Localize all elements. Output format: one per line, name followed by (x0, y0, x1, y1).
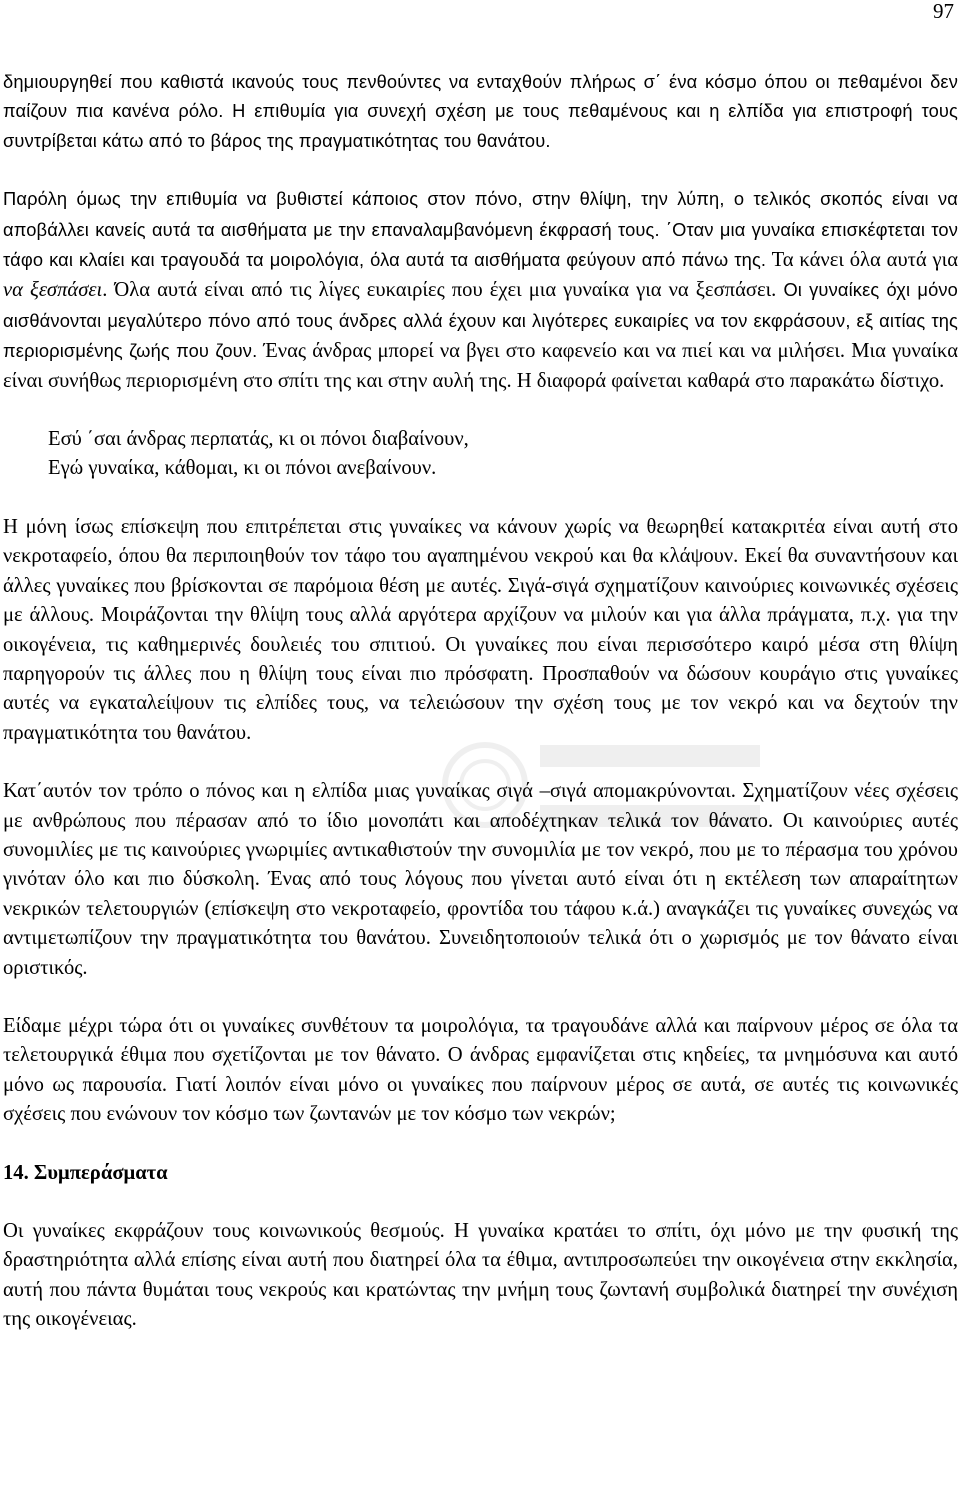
paragraph-gap (3, 983, 958, 1012)
paragraph-2-part-3: . Όλα αυτά είναι από τις λίγες ευκαιρίες που έχει μια γυναίκα για να ξεσπάσει. (102, 279, 777, 302)
paragraph-gap (3, 1188, 958, 1217)
paragraph-gap (3, 748, 958, 777)
paragraph-1: δημιουργηθεί που καθιστά ικανούς τους πενθούντες να ενταχθούν πλήρως σ΄ ένα κόσμο όπου οι πεθαμένοι δεν παίζουν πια κανένα ρόλο. Η επιθυμία για συνεχή σχέση με τους πεθαμένους και η ελπίδα για επιστροφή τους συντρίβεται κάτω από το βάρος της πραγματικότητας του θανάτου. (3, 71, 958, 151)
paragraph-gap (3, 484, 958, 513)
paragraph-5: Είδαμε μέχρι τώρα ότι οι γυναίκες συνθέτουν τα μοιρολόγια, τα τραγουδάνε αλλά και παίρνουν μέρος σε όλα τα τελετουργικά έθιμα που σχετίζονται με τον θάνατο. Ο άνδρας εμφανίζεται στις κηδείες, τα μνημόσυνα και αυτό μόνο ως παρουσία. Γιατί λοιπόν είναι μόνο οι γυναίκες που παίρνουν μέρος σε αυτά, σε αυτές τις κοινωνικές σχέσεις που ενώνουν τον κόσμο των ζωντανών με τον κόσμο των νεκρών; (3, 1014, 958, 1126)
section-heading: 14. Συμπεράσματα (3, 1161, 168, 1184)
paragraph-2-part-1: Παρόλη όμως την επιθυμία να βυθιστεί κάποιος στον πόνο, στην θλίψη, την λύπη, ο τελικός σκοπός είναι να αποβάλλει κανείς αυτά τα αισθήματα με την επαναλαμβανόμενη έκφρασή τους. ΄Οταν μια γυναίκα επισκέφτεται τον τάφο και κλαίει και τραγουδά τα μοιρολόγια, όλα αυτά τα αισθήματα φεύγουν από πάνω της. (3, 188, 958, 271)
paragraph-2-italic: να ξεσπάσει (3, 279, 103, 302)
paragraph-2-part-4: Οι γυναίκες όχι μόνο αισθάνονται μεγαλύτερο πόνο από τους άνδρες αλλά έχουν και λιγότερες ευκαιρίες να τον εκφράσουν, εξ αιτίας της περιορισμένης ζωής που ζουν. (3, 279, 959, 362)
paragraph-6: Οι γυναίκες εκφράζουν τους κοινωνικούς θεσμούς. Η γυναίκα κρατάει το σπίτι, όχι μόνο με την φυσική της δραστηριότητα αλλά επίσης είναι αυτή που διατηρεί όλα τα έθιμα, αντιπροσωπεύει την οικογένεια στην εκκλησία, αυτή που πάντα θυμάται τους νεκρούς και κρατώντας την μνήμη τους ζωντανή συμβολικά διατηρεί την συνέχιση της οικογένειας. (3, 1220, 958, 1331)
page-number: 97 (933, 0, 954, 23)
document-body (3, 67, 958, 1335)
paragraph-3: Η μόνη ίσως επίσκεψη που επιτρέπεται στις γυναίκες να κάνουν χωρίς να θεωρηθεί κατακριτέα είναι αυτή στο νεκροταφείο, όπου θα περιποιηθούν τον τάφο του αγαπημένου νεκρού και θα κλάψουν. Εκεί θα συναντήσουν και άλλες γυναίκες που βρίσκονται σε παρόμοια θέση με αυτές. Σιγά-σιγά σχηματίζουν καινούριες κοινωνικές σχέσεις με άλλους. Μοιράζονται την θλίψη τους αλλά αργότερα αρχίζουν να μιλούν και για άλλα πράγματα, π.χ. για την οικογένεια, τις καθημερινές δουλειές του σπιτιού. Οι γυναίκες που είναι περισσότερο καιρό μέσα στη θλίψη παρηγορούν τις άλλες που η θλίψη τους είναι πιο πρόσφατη. Προσπαθούν να δώσουν κουράγιο στις γυναίκες αυτές να εγκαταλείψουν τις ελπίδες τους, να τελειώσουν την σχέση τους με τον νεκρό και να δεχτούν την πραγματικότητα του θανάτου. (3, 515, 958, 744)
paragraph-2-part-5: Ένας άνδρας μπορεί να βγει στο καφενείο και να πιεί και να μιλήσει. Μια γυναίκα είναι συνήθως περιορισμένη στο σπίτι της και στην αυλή της. Η διαφορά φαίνεται καθαρά στο παρακάτω δίστιχο. (3, 340, 958, 392)
paragraph-2 (3, 184, 958, 396)
paragraph-4: Κατ΄αυτόν τον τρόπο ο πόνος και η ελπίδα μιας γυναίκας σιγά –σιγά απομακρύνονται. Σχηματίζουν νέες σχέσεις με ανθρώπους που πέρασαν από το ίδιο μονοπάτι και αποδέχτηκαν τελικά τον θάνατο. Οι καινούριες αυτές συνομιλίες με τις καινούριες γνωριμίες αντικαθιστούν την συνομιλία με τον νεκρό, που με το πέρασμα του χρόνου γινόταν όλο και πιο δύσκολη. Ένας από τους λόγους που γίνεται αυτό είναι ότι η εκτέλεση των απαραίτητων νεκρικών τελετουργιών (επίσκεψη στο νεκροταφείο, φροντίδα του τάφου κ.ά.) αναγκάζει τις γυναίκες συνεχώς να αντιμετωπίζουν την πραγματικότητα του θανάτου. Συνειδητοποιούν τελικά ότι ο χωρισμός με τον θάνατο είναι οριστικός. (3, 780, 958, 979)
paragraph-gap (3, 155, 958, 184)
paragraph-gap (3, 1130, 958, 1159)
paragraph-2-part-2: Τα κάνει όλα αυτά για (766, 249, 958, 272)
paragraph-gap (3, 396, 958, 425)
poem-line-2: Εγώ γυναίκα, κάθομαι, κι οι πόνοι ανεβαίνουν. (48, 457, 437, 480)
poem-line-1: Εσύ ΄σαι άνδρας περπατάς, κι οι πόνοι διαβαίνουν, (48, 428, 469, 451)
distich-poem (3, 425, 958, 484)
